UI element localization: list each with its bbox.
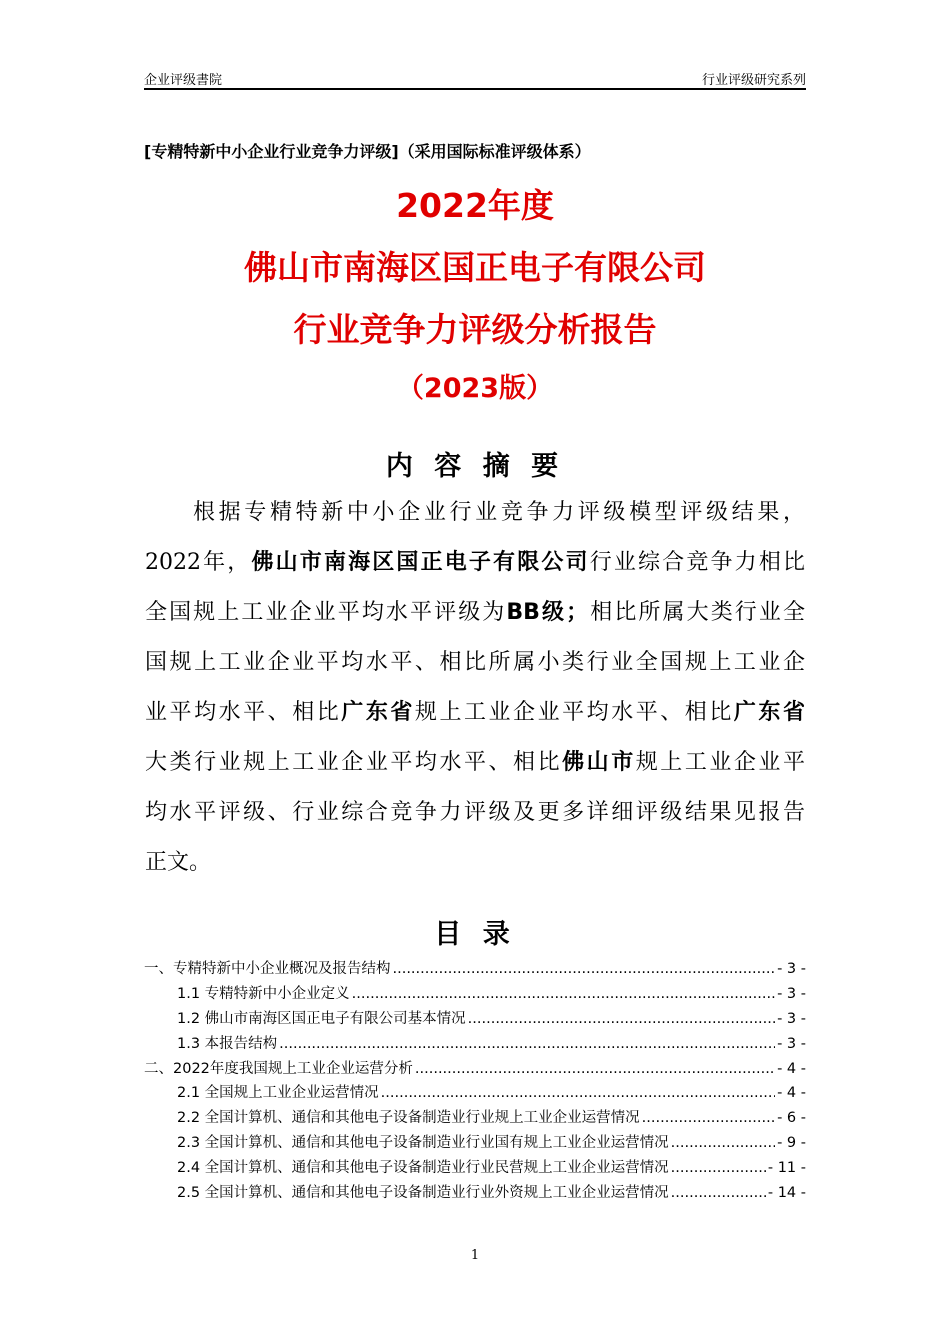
text-segment: 全国规上工业企业平均水平评级为 [145,600,507,625]
emphasis-text: 佛山市 [562,750,636,775]
toc-page: - 3 - [777,1035,806,1052]
toc-entry[interactable] [144,1081,806,1106]
text-segment: 规上工业企业平 [635,750,805,775]
toc-page: - 4 - [777,1085,806,1102]
toc-page: - 9 - [777,1135,806,1152]
toc-page: - 14 - [767,1185,806,1202]
page-header [144,68,806,90]
summary-line [145,488,805,538]
summary-line [145,588,805,638]
toc-entry[interactable] [144,1131,806,1156]
toc-leader-dots [671,1181,766,1206]
text-segment: 正文。 [145,850,212,875]
toc-leader-dots [671,1156,766,1181]
toc-leader-dots [671,1131,775,1156]
toc-label: 二、2022年度我国规上工业企业运营分析 [144,1060,413,1077]
toc-entry[interactable] [144,1181,806,1206]
header-left: 企业评级書院 [144,73,223,88]
summary-paragraph [145,488,805,888]
text-segment: 业平均水平、相比 [145,700,342,725]
toc-leader-dots [381,1081,775,1106]
text-segment: 规上工业企业平均水平、相比 [414,700,734,725]
toc-leader-dots [642,1106,775,1131]
table-of-contents [144,957,806,1206]
summary-line [145,538,805,588]
text-segment: 根据专精特新中小企业行业竞争力评级模型评级结果， [193,500,805,525]
toc-leader-dots [393,957,776,982]
toc-entry[interactable] [144,1106,806,1131]
page-number: 1 [470,1248,480,1263]
title-edition: （2023版） [396,373,554,404]
toc-page: - 3 - [777,1010,806,1027]
title-report: 行业竞争力评级分析报告 [293,310,657,349]
title-company: 佛山市南海区国正电子有限公司 [244,248,706,287]
toc-page: - 6 - [777,1110,806,1127]
summary-heading: 内 容 摘 要 [385,451,565,482]
toc-label: 2.3 全国计算机、通信和其他电子设备制造业行业国有规上工业企业运营情况 [177,1135,669,1152]
summary-line [145,638,805,688]
toc-entry[interactable] [144,1032,806,1057]
text-segment: 国规上工业企业平均水平、相比所属小类行业全国规上工业企 [145,650,805,675]
summary-line [145,738,805,788]
summary-line [145,688,805,738]
emphasis-text: 佛山市南海区国正电子有限公司 [251,550,590,575]
toc-label: 1.2 佛山市南海区国正电子有限公司基本情况 [177,1010,466,1027]
text-segment: 相比所属大类行业全 [588,600,805,625]
report-subtitle: [专精特新中小企业行业竞争力评级]（采用国际标准评级体系） [144,142,591,161]
toc-label: 2.5 全国计算机、通信和其他电子设备制造业行业外资规上工业企业运营情况 [177,1185,669,1202]
toc-leader-dots [279,1032,775,1057]
toc-entry[interactable] [144,982,806,1007]
toc-entry[interactable] [144,1007,806,1032]
toc-page: - 11 - [767,1160,806,1177]
toc-page: - 4 - [777,1060,806,1077]
toc-entry[interactable] [144,957,806,982]
toc-label: 1.1 专精特新中小企业定义 [177,985,350,1002]
toc-label: 1.3 本报告结构 [177,1035,278,1052]
toc-page: - 3 - [777,985,806,1002]
toc-entry[interactable] [144,1156,806,1181]
toc-leader-dots [468,1007,775,1032]
text-segment: 2022年， [145,550,252,575]
text-segment: 均水平评级、行业综合竞争力评级及更多详细评级结果见报告 [145,800,805,825]
toc-label: 一、专精特新中小企业概况及报告结构 [144,961,391,977]
text-segment: 大类行业规上工业企业平均水平、相比 [145,750,563,775]
emphasis-text: BB级； [506,600,589,625]
toc-leader-dots [415,1057,775,1082]
emphasis-text: 广东省 [733,700,805,725]
title-year: 2022年度 [396,186,554,225]
toc-leader-dots [352,982,775,1007]
header-right: 行业评级研究系列 [701,73,806,88]
toc-page: - 3 - [777,961,806,977]
summary-line [145,788,805,838]
toc-label: 2.4 全国计算机、通信和其他电子设备制造业行业民营规上工业企业运营情况 [177,1160,669,1177]
toc-entry[interactable] [144,1057,806,1082]
toc-label: 2.2 全国计算机、通信和其他电子设备制造业行业规上工业企业运营情况 [177,1110,640,1127]
summary-line [145,838,805,888]
toc-heading: 目 录 [434,919,516,950]
toc-label: 2.1 全国规上工业企业运营情况 [177,1085,379,1102]
text-segment: 行业综合竞争力相比 [589,550,805,575]
emphasis-text: 广东省 [341,700,415,725]
